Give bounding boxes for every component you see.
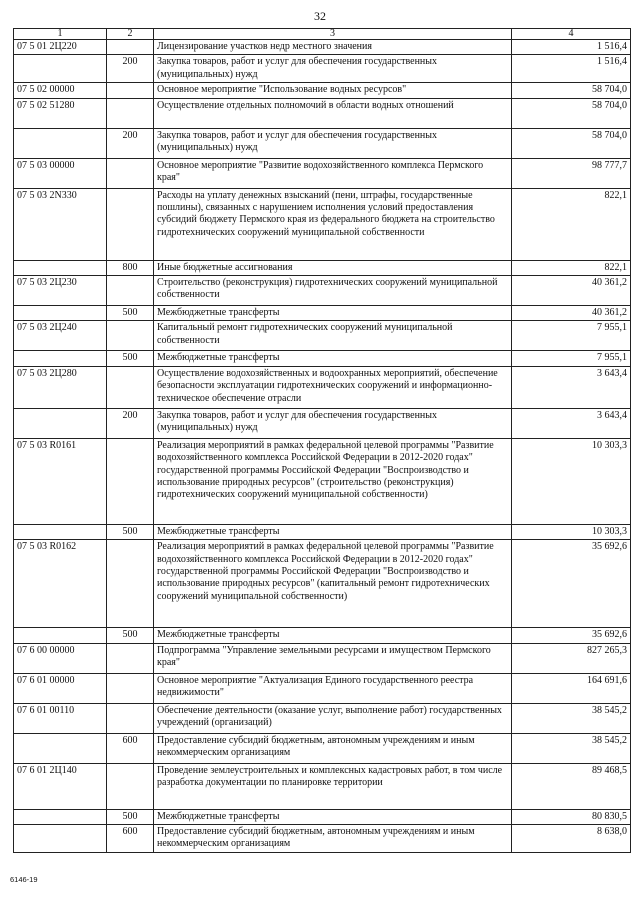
table-row <box>14 321 631 351</box>
row-type-cell <box>107 321 154 351</box>
row-type-cell <box>107 643 154 673</box>
table-row <box>14 40 631 55</box>
row-type-cell: 500 <box>107 306 154 321</box>
row-code-cell: 07 5 03 2Ц230 <box>14 276 107 306</box>
table-row <box>14 306 631 321</box>
row-code-cell: 07 6 01 2Ц140 <box>14 763 107 809</box>
row-type-cell <box>107 763 154 809</box>
row-name-cell: Предоставление субсидий бюджетным, автономным учреждениям и иным некоммерческим организациям <box>154 825 512 853</box>
row-amount-cell: 38 545,2 <box>512 703 631 733</box>
row-code-cell <box>14 55 107 83</box>
row-name-cell: Основное мероприятие "Развитие водохозяйственного комплекса Пермского края" <box>154 158 512 188</box>
row-type-cell: 800 <box>107 260 154 275</box>
row-type-cell <box>107 673 154 703</box>
row-code-cell <box>14 628 107 643</box>
row-type-cell: 200 <box>107 55 154 83</box>
column-header-1: 1 <box>14 29 107 40</box>
table-row <box>14 763 631 809</box>
table-row <box>14 733 631 763</box>
row-amount-cell: 3 643,4 <box>512 408 631 438</box>
table-row <box>14 438 631 524</box>
table-row <box>14 158 631 188</box>
row-name-cell: Лицензирование участков недр местного значения <box>154 40 512 55</box>
row-amount-cell: 98 777,7 <box>512 158 631 188</box>
row-name-cell: Обеспечение деятельности (оказание услуг, выполнение работ) государственных учреждений (организаций) <box>154 703 512 733</box>
row-name-cell: Строительство (реконструкция) гидротехнических сооружений муниципальной собственности <box>154 276 512 306</box>
row-name-cell: Межбюджетные трансферты <box>154 306 512 321</box>
row-type-cell: 500 <box>107 524 154 539</box>
page-number: 32 <box>314 9 326 23</box>
table-row <box>14 524 631 539</box>
row-code-cell: 07 5 03 R0161 <box>14 438 107 524</box>
row-code-cell: 07 5 03 2Ц280 <box>14 366 107 408</box>
row-name-cell: Закупка товаров, работ и услуг для обеспечения государственных (муниципальных) нужд <box>154 128 512 158</box>
row-code-cell <box>14 524 107 539</box>
row-code-cell <box>14 128 107 158</box>
row-name-cell: Закупка товаров, работ и услуг для обеспечения государственных (муниципальных) нужд <box>154 408 512 438</box>
table-row <box>14 366 631 408</box>
row-amount-cell: 80 830,5 <box>512 809 631 824</box>
row-type-cell <box>107 540 154 628</box>
row-name-cell: Реализация мероприятий в рамках федеральной целевой программы "Развитие водохозяйственного комплекса Российской Федерации в 2012-2020 годах" государственной программы Российской Федерации "Воспроизводство и использование природных ресурсов" (капитальный ремонт гидротехнических сооружений муниципальной собственности) <box>154 540 512 628</box>
row-amount-cell: 1 516,4 <box>512 40 631 55</box>
table-row <box>14 703 631 733</box>
row-amount-cell: 89 468,5 <box>512 763 631 809</box>
row-type-cell <box>107 276 154 306</box>
row-name-cell: Основное мероприятие "Использование водных ресурсов" <box>154 83 512 98</box>
row-amount-cell: 58 704,0 <box>512 128 631 158</box>
row-type-cell <box>107 438 154 524</box>
row-amount-cell: 40 361,2 <box>512 276 631 306</box>
row-amount-cell: 7 955,1 <box>512 351 631 366</box>
row-type-cell: 500 <box>107 351 154 366</box>
column-header-4: 4 <box>512 29 631 40</box>
row-code-cell: 07 6 00 00000 <box>14 643 107 673</box>
row-code-cell: 07 5 01 2Ц220 <box>14 40 107 55</box>
row-type-cell <box>107 703 154 733</box>
row-type-cell: 500 <box>107 628 154 643</box>
row-amount-cell: 38 545,2 <box>512 733 631 763</box>
row-type-cell: 200 <box>107 128 154 158</box>
row-type-cell <box>107 98 154 128</box>
row-amount-cell: 164 691,6 <box>512 673 631 703</box>
row-amount-cell: 35 692,6 <box>512 628 631 643</box>
row-type-cell <box>107 158 154 188</box>
table-row <box>14 188 631 260</box>
table-row <box>14 276 631 306</box>
row-code-cell <box>14 408 107 438</box>
row-code-cell <box>14 825 107 853</box>
row-code-cell: 07 5 03 R0162 <box>14 540 107 628</box>
row-code-cell <box>14 260 107 275</box>
row-amount-cell: 10 303,3 <box>512 524 631 539</box>
row-code-cell <box>14 809 107 824</box>
row-name-cell: Основное мероприятие "Актуализация Единого государственного реестра недвижимости" <box>154 673 512 703</box>
row-amount-cell: 35 692,6 <box>512 540 631 628</box>
row-name-cell: Предоставление субсидий бюджетным, автономным учреждениям и иным некоммерческим организациям <box>154 733 512 763</box>
table-row <box>14 643 631 673</box>
table-row <box>14 540 631 628</box>
table-row <box>14 809 631 824</box>
table-row <box>14 98 631 128</box>
row-type-cell: 600 <box>107 825 154 853</box>
row-amount-cell: 8 638,0 <box>512 825 631 853</box>
table-row <box>14 128 631 158</box>
row-amount-cell: 40 361,2 <box>512 306 631 321</box>
row-amount-cell: 58 704,0 <box>512 83 631 98</box>
row-amount-cell: 827 265,3 <box>512 643 631 673</box>
row-code-cell: 07 5 02 00000 <box>14 83 107 98</box>
table-header-row <box>14 29 631 40</box>
row-type-cell <box>107 366 154 408</box>
row-amount-cell: 822,1 <box>512 260 631 275</box>
table-row <box>14 260 631 275</box>
row-name-cell: Межбюджетные трансферты <box>154 809 512 824</box>
row-name-cell: Осуществление отдельных полномочий в области водных отношений <box>154 98 512 128</box>
row-amount-cell: 10 303,3 <box>512 438 631 524</box>
row-code-cell: 07 5 03 00000 <box>14 158 107 188</box>
row-name-cell: Подпрограмма "Управление земельными ресурсами и имуществом Пермского края" <box>154 643 512 673</box>
table-row <box>14 408 631 438</box>
row-type-cell: 200 <box>107 408 154 438</box>
row-name-cell: Межбюджетные трансферты <box>154 524 512 539</box>
row-amount-cell: 822,1 <box>512 188 631 260</box>
row-name-cell: Расходы на уплату денежных взысканий (пени, штрафы, государственные пошлины), связанных с нарушением исполнения условий предоставления субсидий бюджету Пермского края из федерального бюджета на строительство гидротехнических сооружений муниципальной собственности <box>154 188 512 260</box>
row-name-cell: Иные бюджетные ассигнования <box>154 260 512 275</box>
row-name-cell: Межбюджетные трансферты <box>154 351 512 366</box>
row-code-cell <box>14 351 107 366</box>
row-type-cell <box>107 83 154 98</box>
row-name-cell: Реализация мероприятий в рамках федеральной целевой программы "Развитие водохозяйственного комплекса Российской Федерации в 2012-2020 годах" государственной программы Российской Федерации "Воспроизводство и использование природных ресурсов" (строительство (реконструкция) гидротехнических сооружений муниципальной собственности) <box>154 438 512 524</box>
row-name-cell: Межбюджетные трансферты <box>154 628 512 643</box>
row-type-cell <box>107 188 154 260</box>
budget-table <box>13 28 631 853</box>
row-code-cell <box>14 733 107 763</box>
row-code-cell: 07 5 03 2N330 <box>14 188 107 260</box>
row-name-cell: Проведение землеустроительных и комплексных кадастровых работ, в том числе разработка документации по планировке территории <box>154 763 512 809</box>
row-code-cell: 07 6 01 00000 <box>14 673 107 703</box>
table-row <box>14 673 631 703</box>
row-type-cell: 600 <box>107 733 154 763</box>
row-amount-cell: 58 704,0 <box>512 98 631 128</box>
column-header-2: 2 <box>107 29 154 40</box>
row-type-cell <box>107 40 154 55</box>
row-name-cell: Осуществление водохозяйственных и водоохранных мероприятий, обеспечение безопасности эксплуатации гидротехнических сооружений и информационно-техническое обеспечение отрасли <box>154 366 512 408</box>
row-amount-cell: 3 643,4 <box>512 366 631 408</box>
table-row <box>14 55 631 83</box>
row-code-cell: 07 5 03 2Ц240 <box>14 321 107 351</box>
row-type-cell: 500 <box>107 809 154 824</box>
document-footer-code: 6146-19 <box>10 875 38 884</box>
row-amount-cell: 7 955,1 <box>512 321 631 351</box>
table-row <box>14 351 631 366</box>
table-row <box>14 628 631 643</box>
row-code-cell: 07 6 01 00110 <box>14 703 107 733</box>
row-code-cell <box>14 306 107 321</box>
table-row <box>14 83 631 98</box>
row-amount-cell: 1 516,4 <box>512 55 631 83</box>
column-header-3: 3 <box>154 29 512 40</box>
table-row <box>14 825 631 853</box>
row-name-cell: Капитальный ремонт гидротехнических сооружений муниципальной собственности <box>154 321 512 351</box>
row-code-cell: 07 5 02 51280 <box>14 98 107 128</box>
row-name-cell: Закупка товаров, работ и услуг для обеспечения государственных (муниципальных) нужд <box>154 55 512 83</box>
